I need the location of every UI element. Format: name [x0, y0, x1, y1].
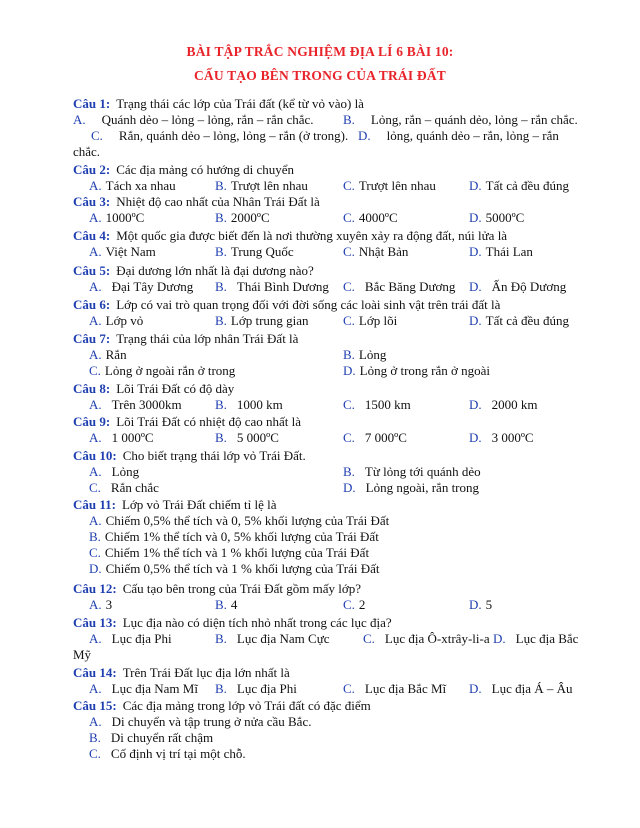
option-letter: B.: [215, 597, 227, 612]
option-text: 4000ºC: [358, 210, 398, 225]
option-text: 5: [485, 597, 493, 612]
answer-option: [89, 513, 389, 529]
option-letter: D.: [469, 313, 482, 328]
option-text: Thái Lan: [485, 244, 533, 259]
option-letter: C.: [343, 397, 355, 412]
option-text: Bắc Băng Dương: [364, 279, 456, 294]
option-letter: D.: [343, 480, 356, 495]
answer-option: [343, 347, 386, 363]
answer-option: [343, 363, 490, 379]
answer-option: [343, 430, 407, 446]
option-letter: B.: [215, 178, 227, 193]
answer-option: [215, 597, 237, 613]
answer-option: [89, 730, 213, 746]
option-text: 2000ºC: [230, 210, 270, 225]
answer-option: [215, 244, 294, 260]
option-text: Rắn: [105, 347, 127, 362]
option-letter: B.: [343, 347, 355, 362]
answer-option: [469, 397, 538, 413]
answer-option: [89, 714, 311, 730]
answer-option: [343, 178, 436, 194]
answer-option: [343, 112, 578, 128]
option-text: Lục địa Phi: [236, 681, 297, 696]
answer-option: [89, 210, 144, 226]
answer-option: [89, 244, 156, 260]
question-number: Câu 2:: [73, 162, 111, 177]
option-text: Chiếm 0,5% thể tích và 0, 5% khối lượng của Trái Đất: [105, 513, 390, 528]
option-letter: A.: [89, 714, 102, 729]
option-letter: A.: [89, 464, 102, 479]
option-text: Lỏng ở trong rắn ở ngoài: [359, 363, 491, 378]
question-text: Lục địa nào có diện tích nhỏ nhất trong các lục địa?: [122, 615, 392, 630]
option-text: Lỏng ngoài, rắn trong: [365, 480, 480, 495]
option-text: Lục địa Bắc Mĩ: [364, 681, 447, 696]
option-letter: B.: [215, 210, 227, 225]
option-text: Di chuyển và tập trung ở nửa cầu Bắc.: [111, 714, 312, 729]
option-letter: B.: [215, 681, 227, 696]
option-text: Quánh dẻo – lỏng – lỏng, rắn – rắn chắc.: [101, 112, 314, 127]
answer-option: [89, 397, 182, 413]
question-number: Câu 9:: [73, 414, 111, 429]
answer-option: [363, 631, 490, 647]
option-text: 1000 km: [236, 397, 283, 412]
question-text: Các địa mảng có hướng di chuyển: [116, 162, 295, 177]
answer-option: [215, 313, 309, 329]
option-text: Lục địa Ô-xtrây-li-a: [384, 631, 490, 646]
option-letter: C.: [343, 178, 355, 193]
answer-option: [89, 363, 235, 379]
option-letter: A.: [89, 210, 102, 225]
question-number: Câu 13:: [73, 615, 117, 630]
answer-option: [89, 430, 154, 446]
answer-option: [89, 464, 139, 480]
option-letter: C.: [89, 746, 101, 761]
option-continuation: Mỹ: [73, 647, 92, 662]
option-letter: C.: [343, 210, 355, 225]
answer-option: [89, 279, 193, 295]
option-text: Chiếm 0,5% thể tích và 1 % khối lượng của Trái Đất: [105, 561, 380, 576]
answer-option: [469, 279, 566, 295]
option-continuation: chắc.: [73, 144, 101, 159]
answer-option: [89, 597, 112, 613]
option-text: Từ lỏng tới quánh dẻo: [364, 464, 481, 479]
option-letter: B.: [343, 464, 355, 479]
option-letter: D.: [469, 681, 482, 696]
option-text: 1500 km: [364, 397, 411, 412]
option-letter: D.: [89, 561, 102, 576]
option-text: Tất cả đều đúng: [485, 313, 570, 328]
question-number: Câu 7:: [73, 331, 111, 346]
option-letter: D.: [469, 178, 482, 193]
question-text: Trạng thái của lớp nhân Trái Đất là: [116, 331, 299, 346]
question-text: Lớp có vai trò quan trọng đối với đời sống các loài sinh vật trên trái đất là: [116, 297, 501, 312]
option-letter: B.: [215, 631, 227, 646]
option-text: 3: [105, 597, 113, 612]
option-text: Chiếm 1% thể tích và 1 % khối lượng của Trái Đất: [104, 545, 370, 560]
option-letter: A.: [89, 631, 102, 646]
option-letter: D.: [493, 631, 506, 646]
question-stem: [73, 414, 301, 430]
option-letter: A.: [89, 178, 102, 193]
question-number: Câu 15:: [73, 698, 117, 713]
option-letter: D.: [358, 128, 371, 143]
answer-option: [215, 279, 329, 295]
option-letter: A.: [89, 244, 102, 259]
question-text: Nhiệt độ cao nhất của Nhân Trái Đất là: [116, 194, 320, 209]
option-text: Ấn Độ Dương: [491, 279, 567, 294]
question-text: Lớp vỏ Trái Đất chiếm tỉ lệ là: [121, 497, 277, 512]
option-letter: A.: [89, 513, 102, 528]
question-stem: [73, 381, 234, 397]
option-letter: A.: [89, 397, 102, 412]
option-letter: B.: [215, 313, 227, 328]
option-text: Lỏng: [111, 464, 140, 479]
question-stem: [73, 698, 371, 714]
option-text: Rắn, quánh dẻo – lỏng, lỏng – rắn (ở trong).: [118, 128, 349, 143]
option-text: Lục địa Nam Mĩ: [111, 681, 198, 696]
option-text: 5 000ºC: [236, 430, 279, 445]
answer-option: [469, 244, 533, 260]
question-number: Câu 1:: [73, 96, 111, 111]
option-letter: B.: [215, 430, 227, 445]
answer-option: [343, 210, 398, 226]
answer-option: [215, 210, 270, 226]
option-text: Lục địa Bắc: [515, 631, 579, 646]
question-text: Trên Trái Đất lục địa lớn nhất là: [122, 665, 290, 680]
answer-option: [91, 128, 348, 144]
option-text: Trượt lên nhau: [358, 178, 436, 193]
answer-option: [343, 597, 365, 613]
option-letter: B.: [215, 244, 227, 259]
question-number: Câu 12:: [73, 581, 117, 596]
option-text: 1 000ºC: [111, 430, 154, 445]
answer-option: [89, 561, 380, 577]
answer-option: [469, 430, 534, 446]
option-letter: B.: [215, 397, 227, 412]
question-stem: [73, 497, 277, 513]
option-text: Trên 3000km: [111, 397, 182, 412]
answer-option: [89, 631, 172, 647]
answer-option: [493, 631, 578, 647]
option-text: Chiếm 1% thể tích và 0, 5% khối lượng của Trái Đất: [104, 529, 379, 544]
option-letter: D.: [469, 210, 482, 225]
option-letter: C.: [91, 128, 103, 143]
option-text: lỏng, quánh dẻo – rắn, lỏng – rắn: [386, 128, 559, 143]
option-text: 5000ºC: [485, 210, 525, 225]
option-text: 2: [358, 597, 366, 612]
option-letter: C.: [343, 244, 355, 259]
answer-option: [215, 631, 330, 647]
option-text: Lục địa Nam Cực: [236, 631, 330, 646]
option-letter: C.: [343, 279, 355, 294]
option-letter: D.: [343, 363, 356, 378]
answer-option: [89, 347, 127, 363]
option-text: Lỏng ở ngoài rắn ở trong: [104, 363, 236, 378]
option-text: Trượt lên nhau: [230, 178, 308, 193]
question-stem: [73, 96, 364, 112]
question-number: Câu 11:: [73, 497, 116, 512]
option-letter: D.: [469, 597, 482, 612]
question-stem: [73, 263, 314, 279]
question-number: Câu 10:: [73, 448, 117, 463]
option-text: 1000ºC: [105, 210, 145, 225]
question-text: Lõi Trái Đất có độ dày: [116, 381, 235, 396]
answer-option: [215, 681, 297, 697]
title-line-2: CẤU TẠO BÊN TRONG CỦA TRÁI ĐẤT: [193, 68, 447, 83]
question-stem: [73, 615, 392, 631]
answer-option: [89, 313, 143, 329]
answer-option: [73, 112, 314, 128]
option-text: 3 000ºC: [491, 430, 534, 445]
question-stem: [73, 297, 500, 313]
answer-option: [89, 529, 379, 545]
answer-option: [89, 480, 159, 496]
option-text: 7 000ºC: [364, 430, 407, 445]
answer-option: [215, 397, 283, 413]
question-stem: [73, 665, 290, 681]
answer-option: [469, 597, 492, 613]
question-text: Cấu tạo bên trong của Trái Đất gồm mấy lớp?: [122, 581, 362, 596]
option-letter: C.: [89, 363, 101, 378]
option-letter: D.: [469, 397, 482, 412]
option-letter: C.: [89, 480, 101, 495]
option-text: Lỏng, rắn – quánh dẻo, lỏng – rắn chắc.: [370, 112, 578, 127]
answer-option: [469, 178, 569, 194]
option-letter: B.: [89, 730, 101, 745]
question-number: Câu 6:: [73, 297, 111, 312]
option-text: Lớp lõi: [358, 313, 398, 328]
option-text: Việt Nam: [105, 244, 156, 259]
option-letter: C.: [343, 430, 355, 445]
answer-option: [343, 464, 481, 480]
option-text: Rắn chắc: [110, 480, 159, 495]
question-text: Cho biết trạng thái lớp vỏ Trái Đất.: [122, 448, 306, 463]
answer-option: [89, 545, 369, 561]
question-stem: [73, 162, 294, 178]
answer-option: [89, 178, 176, 194]
question-stem: [73, 581, 361, 597]
title-line-1: BÀI TẬP TRẮC NGHIỆM ĐỊA LÍ 6 BÀI 10:: [186, 44, 454, 59]
option-letter: A.: [89, 430, 102, 445]
option-letter: A.: [73, 112, 86, 127]
option-text: Đại Tây Dương: [111, 279, 194, 294]
option-text: Lục địa Phi: [111, 631, 172, 646]
answer-option: [215, 178, 308, 194]
option-letter: A.: [89, 313, 102, 328]
option-text: Lục địa Á – Âu: [491, 681, 573, 696]
question-text: Trạng thái các lớp của Trái đất (kể từ vỏ vào) là: [116, 96, 364, 111]
answer-option: [343, 279, 455, 295]
question-number: Câu 4:: [73, 228, 111, 243]
answer-option: [89, 681, 198, 697]
answer-option: [89, 746, 246, 762]
question-text: Lõi Trái Đất có nhiệt độ cao nhất là: [116, 414, 302, 429]
option-letter: D.: [469, 244, 482, 259]
question-number: Câu 14:: [73, 665, 117, 680]
question-stem: [73, 331, 298, 347]
answer-option: [469, 313, 569, 329]
option-text: Lớp trung gian: [230, 313, 309, 328]
option-letter: D.: [469, 430, 482, 445]
option-letter: C.: [343, 597, 355, 612]
option-text: Lỏng: [358, 347, 387, 362]
option-text: Thái Bình Dương: [236, 279, 329, 294]
option-letter: C.: [343, 681, 355, 696]
question-text: Các địa mảng trong lớp vỏ Trái đất có đặc điểm: [122, 698, 371, 713]
option-letter: B.: [89, 529, 101, 544]
option-text: Trung Quốc: [230, 244, 294, 259]
answer-option: [343, 397, 411, 413]
answer-option: [343, 480, 479, 496]
option-text: Cố định vị trí tại một chỗ.: [110, 746, 246, 761]
option-text: Tất cả đều đúng: [485, 178, 570, 193]
option-letter: A.: [89, 279, 102, 294]
question-number: Câu 3:: [73, 194, 111, 209]
option-letter: B.: [215, 279, 227, 294]
answer-option: [343, 681, 446, 697]
option-letter: C.: [363, 631, 375, 646]
option-text: Lớp vỏ: [105, 313, 144, 328]
option-letter: C.: [89, 545, 101, 560]
question-stem: [73, 448, 306, 464]
answer-option: [469, 681, 573, 697]
question-stem: [73, 194, 320, 210]
option-letter: A.: [89, 347, 102, 362]
option-text: Nhật Bản: [358, 244, 409, 259]
question-text: Một quốc gia được biết đến là nơi thường xuyên xảy ra động đất, núi lửa là: [116, 228, 508, 243]
option-letter: B.: [343, 112, 355, 127]
answer-option: [343, 244, 408, 260]
option-text: Tách xa nhau: [105, 178, 176, 193]
question-number: Câu 5:: [73, 263, 111, 278]
option-text: Di chuyển rất chậm: [110, 730, 214, 745]
question-text: Đại dương lớn nhất là đại dương nào?: [116, 263, 314, 278]
answer-option: [215, 430, 279, 446]
question-number: Câu 8:: [73, 381, 111, 396]
answer-option: [358, 128, 559, 144]
option-letter: A.: [89, 597, 102, 612]
answer-option: [343, 313, 397, 329]
question-stem: [73, 228, 507, 244]
option-letter: D.: [469, 279, 482, 294]
option-text: 2000 km: [491, 397, 538, 412]
option-letter: C.: [343, 313, 355, 328]
option-letter: A.: [89, 681, 102, 696]
answer-option: [469, 210, 524, 226]
option-text: 4: [230, 597, 238, 612]
